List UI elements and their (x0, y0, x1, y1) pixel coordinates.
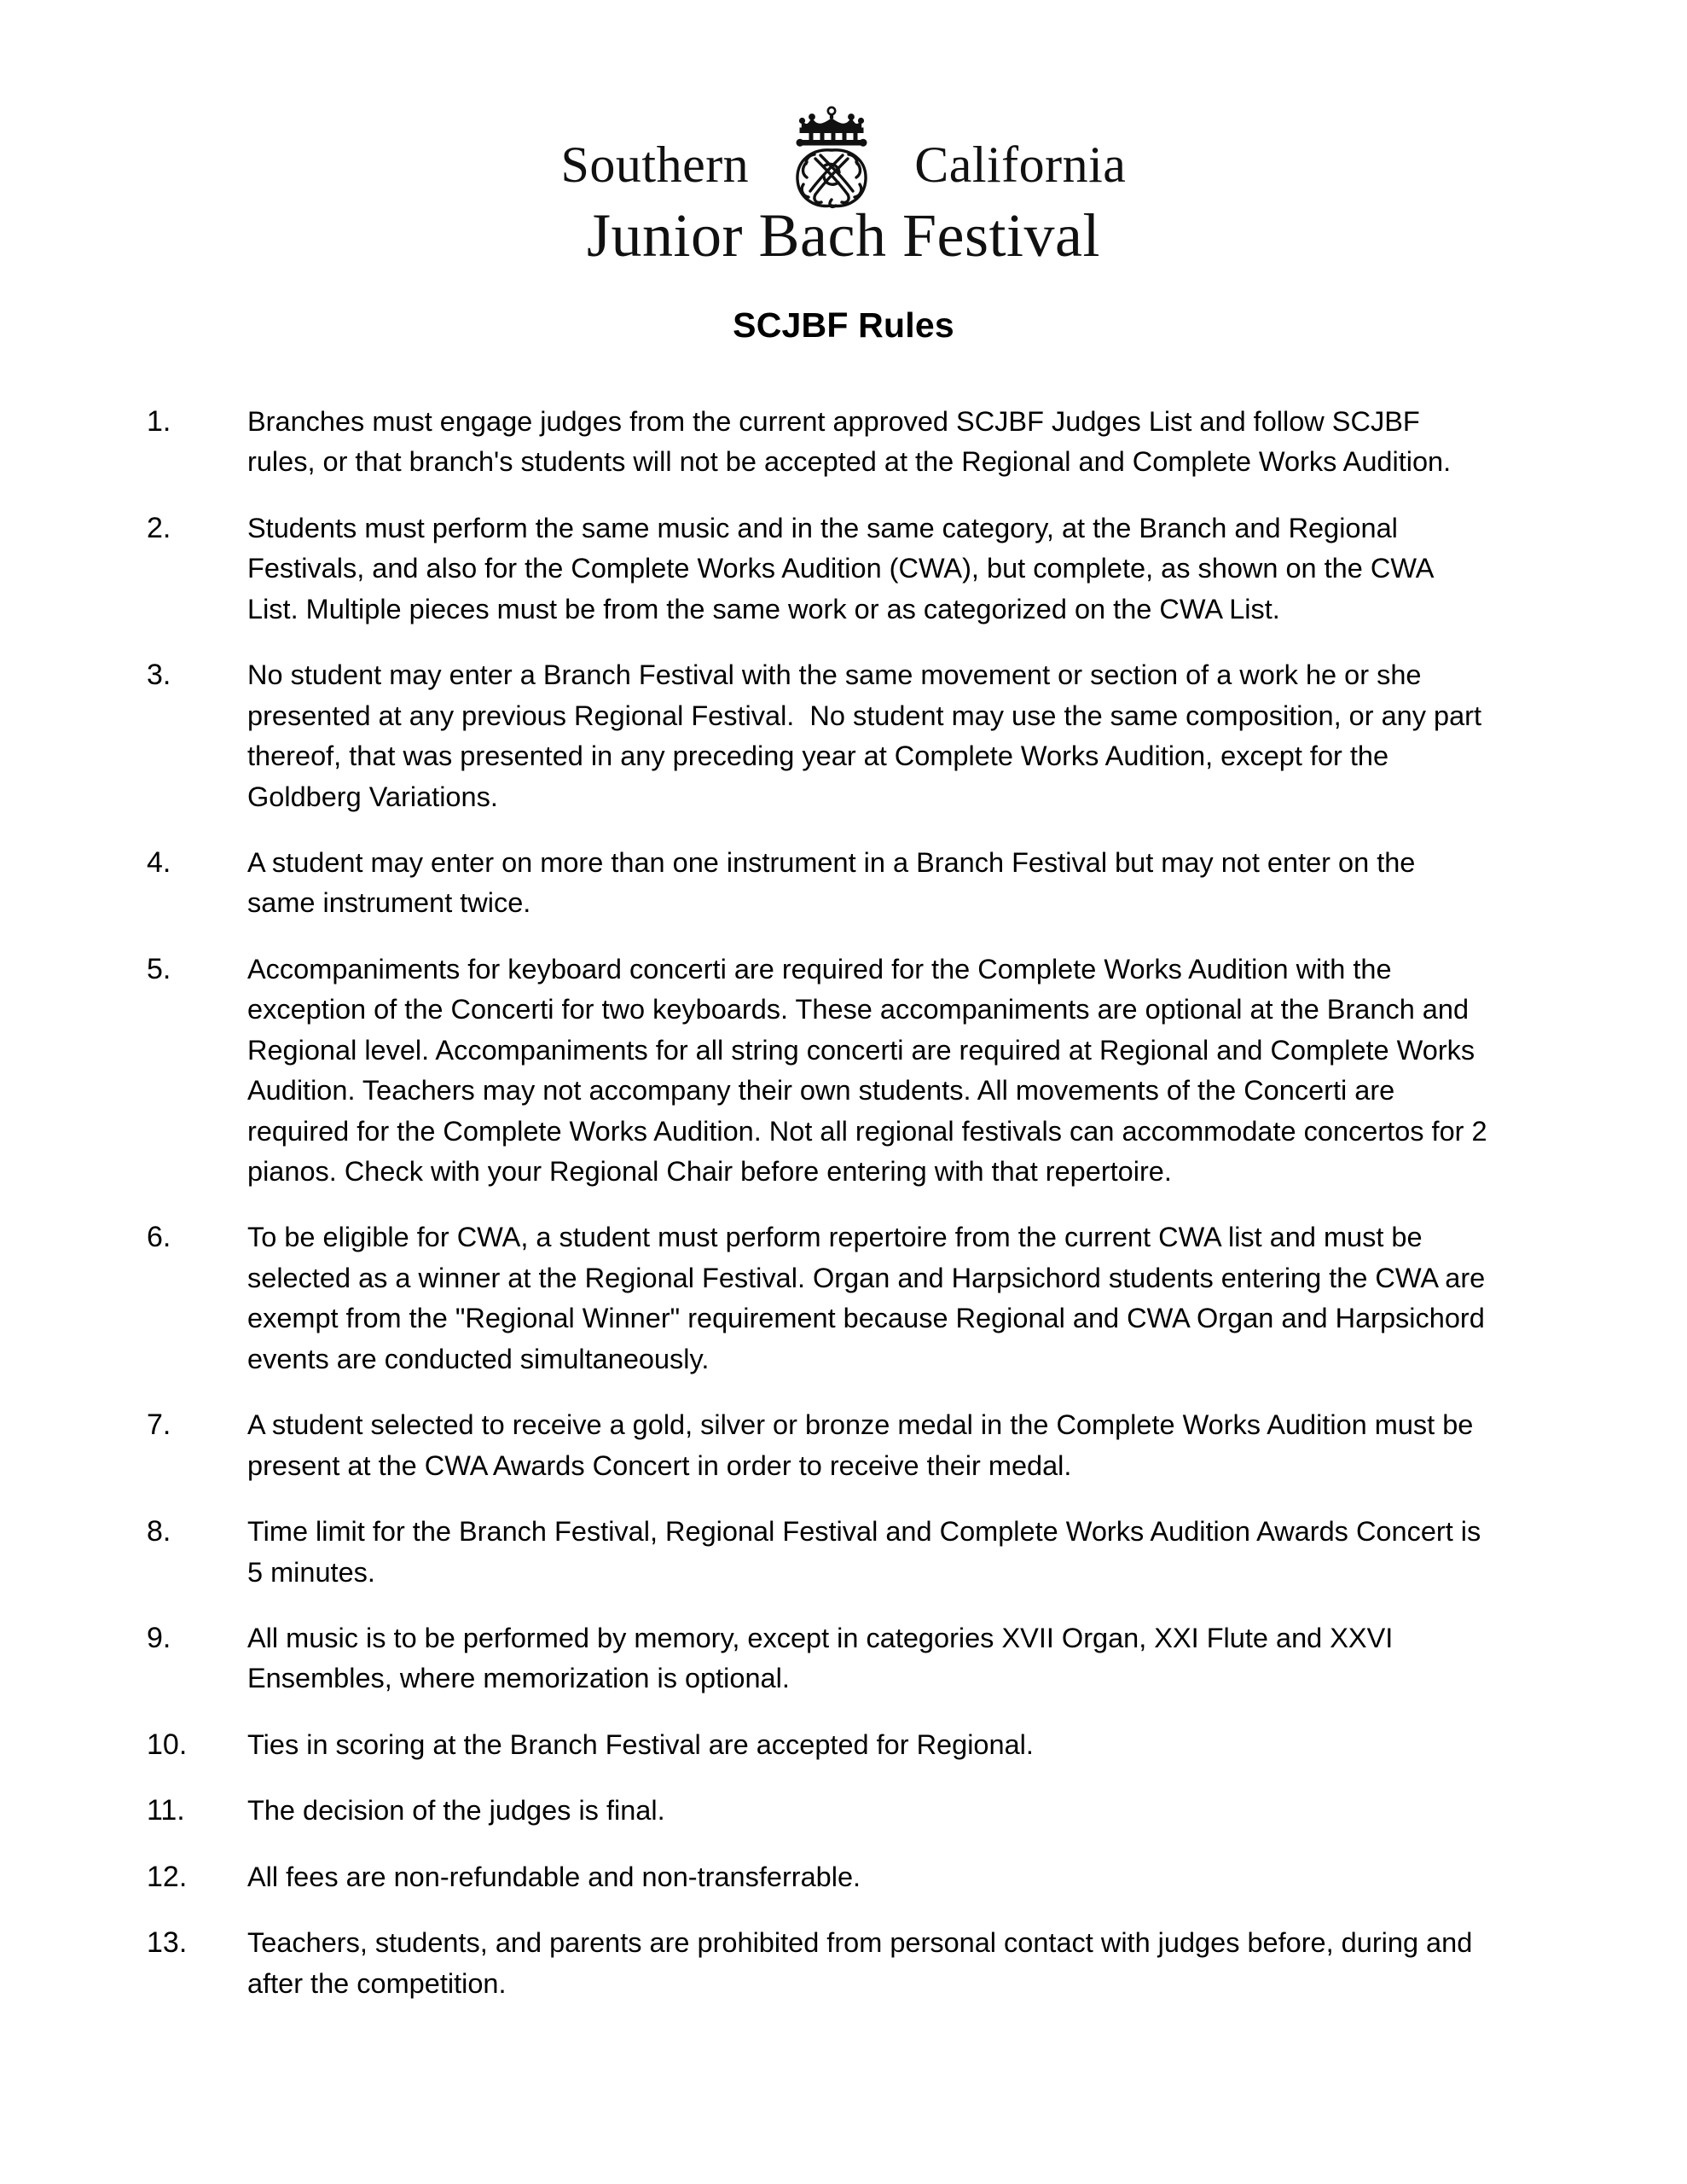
rule-number: 12. (147, 1860, 188, 1893)
rule-number: 11. (147, 1794, 185, 1827)
rule-item (147, 950, 1495, 1193)
rule-item (147, 655, 1489, 817)
logo-word-california: California (914, 136, 1127, 193)
rule-number: 10. (147, 1728, 188, 1761)
rule-number: 6. (147, 1221, 171, 1254)
page-title: SCJBF Rules (733, 305, 954, 345)
rule-item (147, 1512, 1489, 1593)
rule-item (147, 843, 1489, 924)
rule-number: 7. (147, 1409, 171, 1442)
rule-text: A student selected to receive a gold, silver or bronze medal in the Complete Works Audition must be present at the CWA Awards Concert in order to receive their medal. (247, 1409, 1481, 1481)
rule-text: No student may enter a Branch Festival with the same movement or section of a work he or she presented at any previous Regional Festival. No student may use the same composition, or any part thereof, that was presented in any preceding year at Complete Works Audition, except for the Goldberg Variations. (247, 659, 1490, 812)
rule-number: 3. (147, 659, 171, 692)
rule-number: 4. (147, 845, 171, 879)
bach-crest-crown-monogram-icon (786, 106, 877, 210)
rule-item (147, 1405, 1489, 1486)
rule-text: Teachers, students, and parents are prohibited from personal contact with judges before, during and after the competition. (247, 1927, 1481, 1999)
rule-text: Time limit for the Branch Festival, Regional Festival and Complete Works Audition Awards Concert is 5 minutes. (247, 1516, 1489, 1588)
rule-text: Branches must engage judges from the current approved SCJBF Judges List and follow SCJBF rules, or that branch's students will not be accepted at the Regional and Complete Works Audition. (247, 406, 1452, 478)
rule-text: To be eligible for CWA, a student must perform repertoire from the current CWA list and must be selected as a winner at the Regional Festival. Organ and Harpsichord students entering the CWA are exempt from the "Regional Winner" requirement because Regional and CWA Organ and Harpsichord events are conducted simultaneously. (247, 1222, 1493, 1374)
rule-number: 13. (147, 1926, 188, 1960)
rule-text: All music is to be performed by memory, except in categories XVII Organ, XXI Flute and XXVI Ensembles, where memorization is optional. (247, 1622, 1401, 1694)
logo-bottom-line: Junior Bach Festival (587, 201, 1100, 270)
rule-item (147, 1923, 1489, 2004)
rule-number: 8. (147, 1515, 171, 1548)
rule-number: 1. (147, 405, 171, 438)
rule-text: Ties in scoring at the Branch Festival are accepted for Regional. (247, 1728, 1034, 1760)
rule-item (147, 402, 1489, 483)
logo-top-line (561, 128, 1127, 201)
rules-list (0, 402, 1687, 2004)
rule-number: 5. (147, 952, 171, 985)
rule-text: A student may enter on more than one instrument in a Branch Festival but may not enter on the same instrument twice. (247, 846, 1423, 919)
rule-text: Accompaniments for keyboard concerti are required for the Complete Works Audition with the exception of the Concerti for two keyboards. These accompaniments are optional at the Branch and Regional level. Accompaniments for all string concerti are required at Regional and Complete Works Audition. Teachers may not accompany their own students. All movements of the Concerti are required for the Complete Works Audition. Not all regional festivals can accommodate concertos for 2 pianos. Check with your Regional Chair before entering with that repertoire. (247, 953, 1495, 1187)
rule-text: Students must perform the same music and in the same category, at the Branch and Regional Festivals, and also for the Complete Works Audition (CWA), but complete, as shown on the CWA List. Multiple pieces must be from the same work or as categorized on the CWA List. (247, 512, 1441, 624)
rule-item (147, 1857, 1489, 1897)
rule-item (147, 1725, 1489, 1765)
rule-item (147, 1618, 1489, 1699)
rule-text: All fees are non-refundable and non-transferrable. (247, 1861, 861, 1892)
rule-text: The decision of the judges is final. (247, 1795, 665, 1827)
rule-number: 2. (147, 511, 171, 544)
organization-logo (0, 0, 1687, 270)
rule-item (147, 1791, 1489, 1831)
rule-number: 9. (147, 1621, 171, 1654)
rule-item (147, 508, 1489, 630)
rule-item (147, 1217, 1493, 1380)
logo-word-southern: Southern (560, 136, 750, 193)
